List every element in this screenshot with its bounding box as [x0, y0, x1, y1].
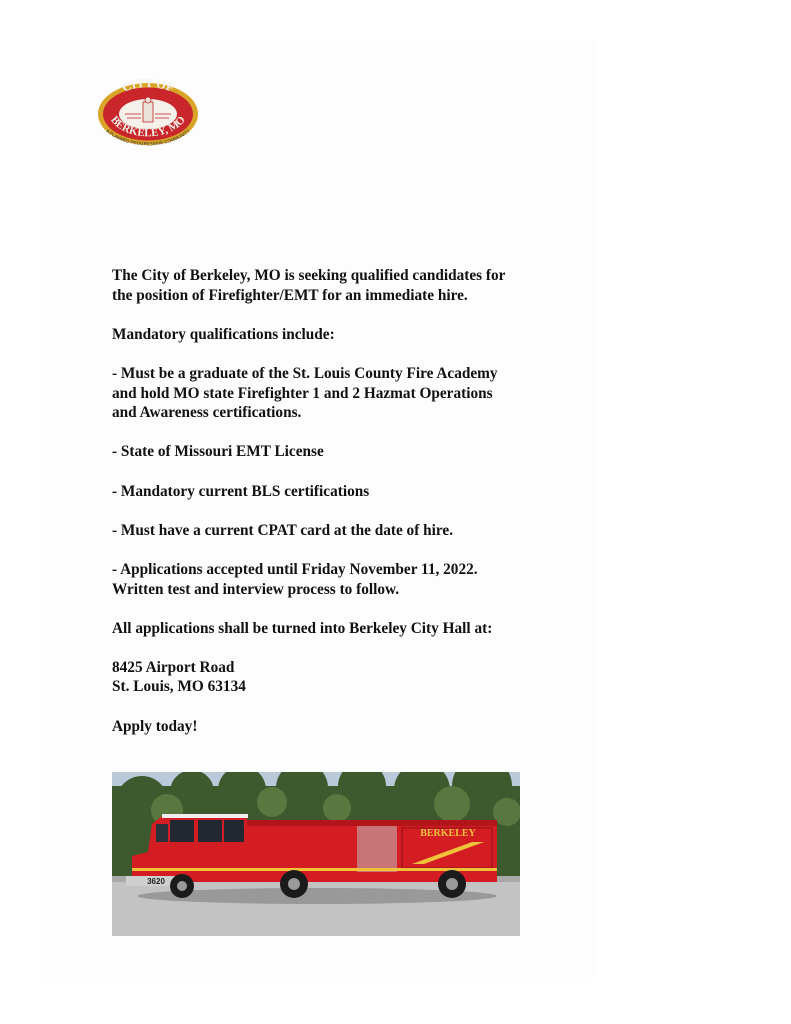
qualifications-heading: Mandatory qualifications include: [112, 325, 335, 343]
truck-lettering: BERKELEY [420, 828, 476, 839]
seal-tagline: A PLANNED PROGRESSIVE COMMUNITY [105, 128, 191, 147]
deadline-line: Written test and interview process to follow. [112, 580, 400, 598]
qualification-item: - Must be a graduate of the St. Louis County Fire Academy [112, 364, 498, 382]
qualification-item: - Mandatory current BLS certifications [112, 482, 370, 500]
qualification-item: and hold MO state Firefighter 1 and 2 Hazmat Operations [112, 384, 493, 402]
closing-line: Apply today! [112, 717, 198, 735]
job-announcement [112, 266, 572, 736]
seal-top-text: CITY OF [120, 78, 176, 95]
qualification-item: - State of Missouri EMT License [112, 443, 324, 461]
intro-line: The City of Berkeley, MO is seeking qualified candidates for [112, 267, 506, 284]
address-line: 8425 Airport Road [112, 658, 235, 676]
intro-line: the position of Firefighter/EMT for an immediate hire. [112, 286, 468, 304]
city-seal-logo [93, 78, 203, 150]
seal-name-text: BERKELEY, MO [108, 113, 188, 140]
submission-line: All applications shall be turned into Berkeley City Hall at: [112, 619, 493, 637]
qualification-item: - Must have a current CPAT card at the date of hire. [112, 521, 454, 539]
truck-number: 3620 [147, 877, 165, 886]
address-line: St. Louis, MO 63134 [112, 678, 246, 696]
qualification-item: and Awareness certifications. [112, 404, 302, 422]
fire-truck-photo [112, 772, 520, 936]
deadline-line: - Applications accepted until Friday November 11, 2022. [112, 560, 478, 578]
